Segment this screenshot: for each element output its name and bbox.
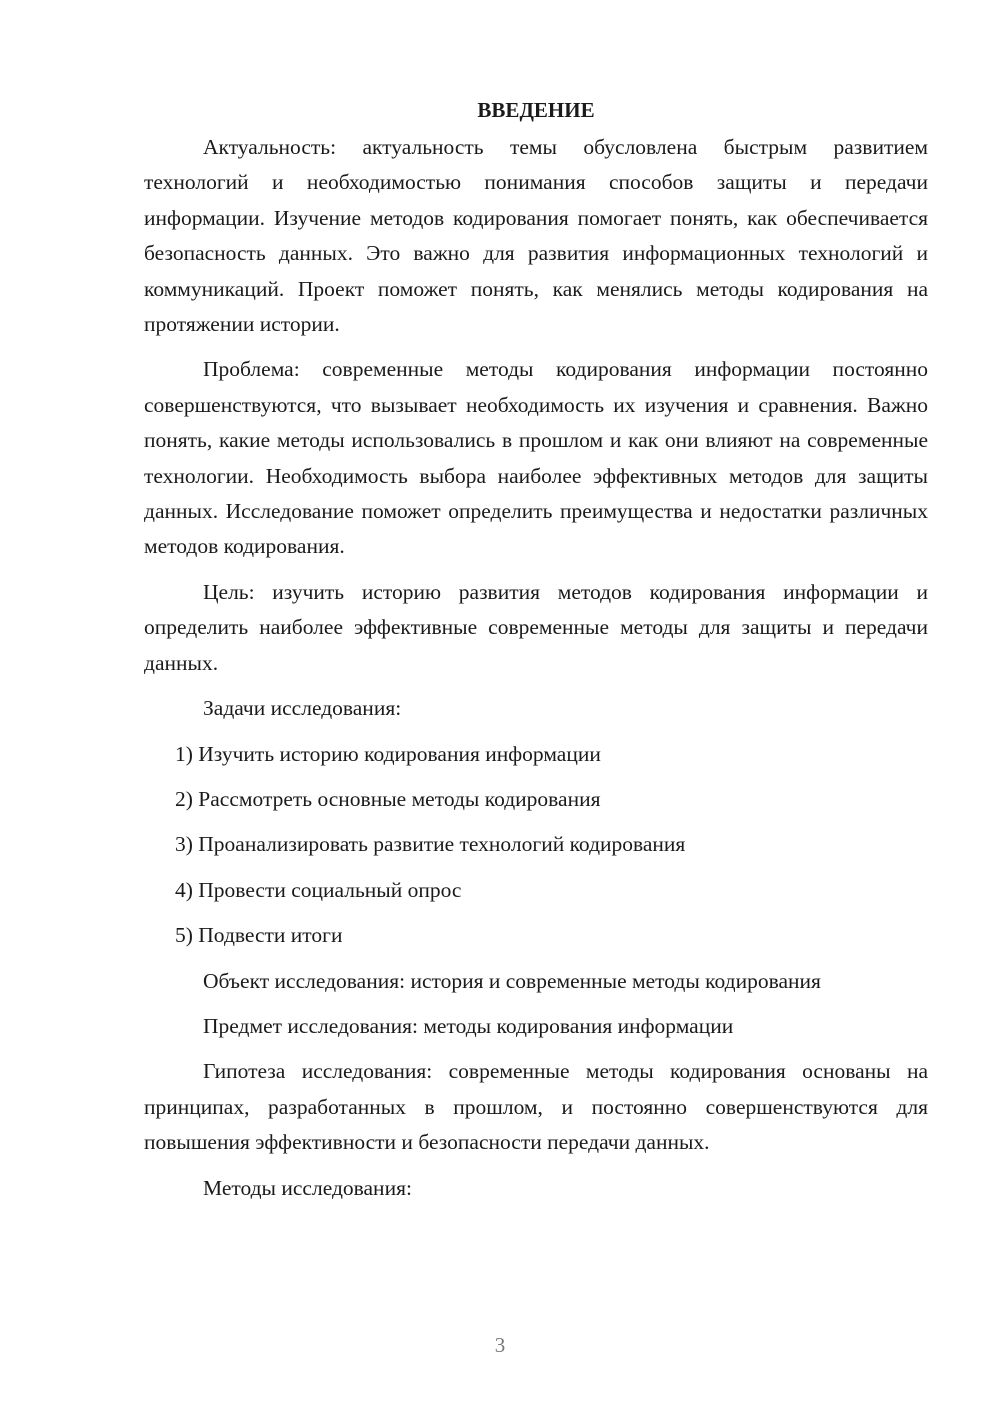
tasks-heading: Задачи исследования:	[203, 696, 402, 721]
document-page	[144, 92, 928, 1216]
page-number: 3	[494, 1333, 506, 1357]
research-object: Объект исследования: история и современные методы кодирования	[203, 968, 821, 993]
problem-paragraph: Проблема: современные методы кодирования информации постоянно совершенствуются, что вызывает необходимость их изучения и сравнения. Важно понять, какие методы использовались в прошлом и как они влияют на современные технологии. Необходимость выбора наиболее эффективных методов для защиты данных. Исследование поможет определить преимущества и недостатки различных методов кодирования.	[144, 357, 928, 559]
relevance-paragraph: Актуальность: актуальность темы обусловлена быстрым развитием технологий и необходимостью понимания способов защиты и передачи информации. Изучение методов кодирования помогает понять, как обеспечивается безопасность данных. Это важно для развития информационных технологий и коммуникаций. Проект поможет понять, как менялись методы кодирования на протяжении истории.	[144, 135, 928, 337]
task-item: 3) Проанализировать развитие технологий кодирования	[175, 832, 686, 857]
document-title: ВВЕДЕНИЕ	[477, 98, 595, 122]
task-item: 5) Подвести итоги	[175, 923, 343, 948]
task-item: 1) Изучить историю кодирования информации	[175, 741, 601, 766]
task-item: 2) Рассмотреть основные методы кодирования	[175, 786, 601, 811]
research-subject: Предмет исследования: методы кодирования информации	[203, 1013, 734, 1038]
task-item: 4) Провести социальный опрос	[175, 877, 462, 902]
methods-heading: Методы исследования:	[203, 1175, 412, 1200]
goal-paragraph: Цель: изучить историю развития методов кодирования информации и определить наиболее эффективные современные методы для защиты и передачи данных.	[144, 579, 928, 675]
hypothesis-paragraph: Гипотеза исследования: современные методы кодирования основаны на принципах, разработанных в прошлом, и постоянно совершенствуются для повышения эффективности и безопасности передачи данных.	[144, 1059, 928, 1155]
